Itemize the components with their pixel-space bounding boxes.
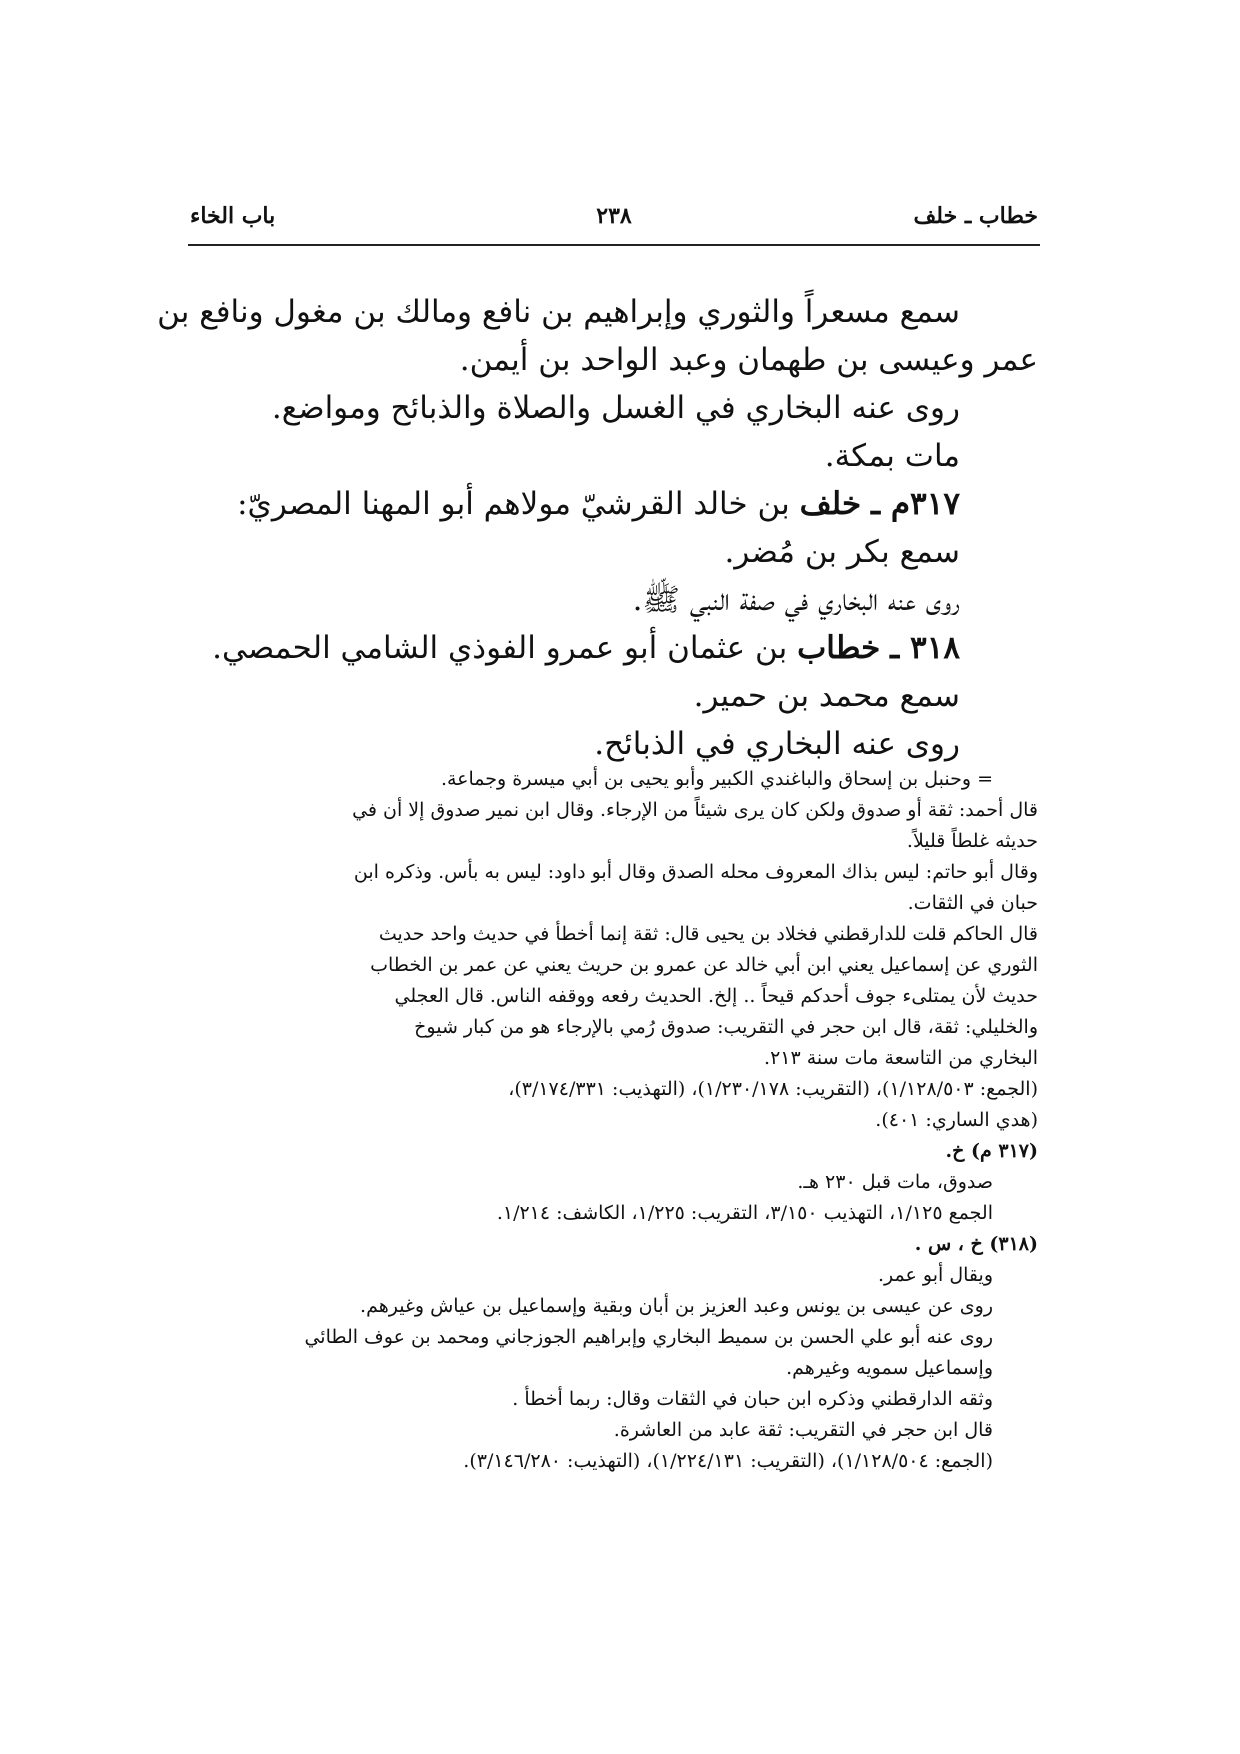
main-line: سمع محمد بن حمير. [693,678,960,714]
footnote-line: قال ابن حجر في التقريب: ثقة عابد من العاشرة. [613,1419,993,1441]
entry-name: خطاب [797,630,881,666]
entry-text: بن عثمان أبو عمرو الفوذي الشامي الحمصي. [212,630,788,666]
entry-number: ٣١٨ ـ [890,630,960,666]
main-line: سمع مسعراً والثوري وإبراهيم بن نافع ومالك بن مغول ونافع بن [157,294,960,330]
footnote-marker: (٣١٨) خ ، س . [914,1233,1038,1255]
footnote-line: حبان في الثقات. [907,892,1038,914]
footnote-line: (الجمع: ١/١٢٨/٥٠٤)، (التقريب: ١/٢٢٤/١٣١)، (التهذيب: ٣/١٤٦/٢٨٠). [463,1450,993,1472]
main-line: سمع بكر بن مُضر. [724,534,960,570]
footnote-line: والخليلي: ثقة، قال ابن حجر في التقريب: صدوق رُمي بالإرجاء هو من كبار شيوخ [414,1016,1038,1038]
entry-318 [196,624,1038,672]
footnote-line: (هدي الساري: ٤٠١). [875,1109,1038,1131]
running-header [190,203,1038,243]
footnotes [196,764,1038,1477]
entry-number: ٣١٧م ـ [870,486,960,522]
header-rule [188,244,1040,246]
footnote-line: الثوري عن إسماعيل يعني ابن أبي خالد عن عمرو بن حريث يعني عن عمر بن الخطاب [370,954,1038,976]
footnote-line: وقال أبو حاتم: ليس بذاك المعروف محله الصدق وقال أبو داود: ليس به بأس. وذكره ابن [353,861,1038,883]
footnote-line: صدوق، مات قبل ٢٣٠ هـ. [797,1171,993,1193]
footnote-line: (الجمع: ١/١٢٨/٥٠٣)، (التقريب: ١/٢٣٠/١٧٨)، (التهذيب: ٣/١٧٤/٣٣١)، [508,1078,1038,1100]
footnote-line: وثقه الدارقطني وذكره ابن حبان في الثقات وقال: ربما أخطأ . [512,1388,993,1410]
main-text [157,288,1038,768]
footnote-line: روى عنه أبو علي الحسن بن سميط البخاري وإبراهيم الجوزجاني ومحمد بن عوف الطائي [304,1326,993,1348]
main-line: مات بمكة. [824,438,960,474]
footnote-line: ويقال أبو عمر. [878,1264,993,1286]
footnote-line: = وحنبل بن إسحاق والباغندي الكبير وأبو يحيى بن أبي ميسرة وجماعة. [440,768,993,790]
page-number: ٢٣٨ [596,203,632,229]
entry-text: بن خالد القرشيّ مولاهم أبو المهنا المصريّ: [237,486,790,522]
footnote-line: روى عن عيسى بن يونس وعبد العزيز بن أبان وبقية وإسماعيل بن عياش وغيرهم. [360,1295,993,1317]
footnote-line: حديث لأن يمتلىء جوف أحدكم قيحاً .. إلخ. الحديث رفعه ووقفه الناس. قال العجلي [394,985,1038,1007]
main-line: روى عنه البخاري في الغسل والصلاة والذبائح ومواضع. [271,390,960,426]
footnote-line: وإسماعيل سمويه وغيرهم. [786,1357,993,1379]
footnote-line: البخاري من التاسعة مات سنة ٢١٣. [764,1047,1038,1069]
entry-317 [196,480,1038,528]
footnote-line: الجمع ١/١٢٥، التهذيب ٣/١٥٠، التقريب: ١/٢٢٥، الكاشف: ١/٢١٤. [496,1202,993,1224]
header-chapter-title: باب الخاء [190,203,276,229]
footnote-line: قال أحمد: ثقة أو صدوق ولكن كان يرى شيئاً من الإرجاء. وقال ابن نمير صدوق إلا أن في [352,799,1038,821]
main-line: روى عنه البخاري في الذبائح. [594,726,960,762]
main-line: روى عنه البخاري في صفة النبي ﷺ. [632,582,960,618]
entry-name: خلف [799,486,862,522]
footnote-marker: (٣١٧ م) خ. [945,1140,1038,1162]
header-section-title: خطاب ـ خلف [913,203,1038,229]
footnote-line: حديثه غلطاً قليلاً. [906,830,1038,852]
footnote-line: قال الحاكم قلت للدارقطني فخلاد بن يحيى قال: ثقة إنما أخطأ في حديث واحد حديث [378,923,1038,945]
main-line: عمر وعيسى بن طهمان وعبد الواحد بن أيمن. [459,342,1038,378]
